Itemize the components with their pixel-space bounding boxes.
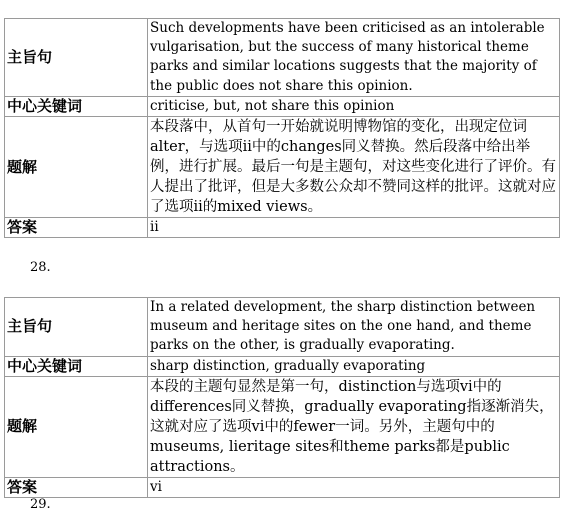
table-row: [5, 376, 560, 477]
answer-text: ii: [148, 218, 560, 238]
row-label-main-sentence: 主旨句: [5, 298, 148, 357]
answer-table-2: [4, 297, 560, 498]
keywords-text: sharp distinction, gradually evaporating: [148, 356, 560, 376]
table-row: [5, 19, 560, 97]
table-row: [5, 298, 560, 357]
main-sentence-text: In a related development, the sharp distinction between museum and heritage sites on the one hand, and theme parks on the other, is gradually evaporating.: [148, 298, 560, 357]
explanation-text: 本段的主题句显然是第一句，distinction与选项vi中的differences同义替换，gradually evaporating指逐渐消失，这就对应了选项vi中的fewer一词。另外，主题句中的museums, lieritage sites和theme parks都是public attractions。: [148, 376, 560, 477]
table-row: [5, 218, 560, 238]
answer-text: vi: [148, 477, 560, 497]
row-label-keywords: 中心关键词: [5, 356, 148, 376]
row-label-explanation: 题解: [5, 376, 148, 477]
row-label-main-sentence: 主旨句: [5, 19, 148, 97]
table-row: [5, 96, 560, 116]
row-label-answer: 答案: [5, 218, 148, 238]
question-number: 28.: [30, 260, 51, 275]
row-label-keywords: 中心关键词: [5, 96, 148, 116]
row-label-explanation: 题解: [5, 117, 148, 218]
keywords-text: criticise, but, not share this opinion: [148, 96, 560, 116]
answer-table-1: [4, 18, 560, 238]
row-label-answer: 答案: [5, 477, 148, 497]
explanation-text: 本段落中，从首句一开始就说明博物馆的变化，出现定位词alter，与选项ii中的changes同义替换。然后段落中给出举例，进行扩展。最后一句是主题句，对这些变化进行了评价。有人提出了批评，但是大多数公众却不赞同这样的批评。这就对应了选项ii的mixed views。: [148, 117, 560, 218]
table-row: [5, 117, 560, 218]
table-row: [5, 477, 560, 497]
question-number: 29.: [30, 497, 51, 512]
table-row: [5, 356, 560, 376]
main-sentence-text: Such developments have been criticised as an intolerable vulgarisation, but the success of many historical theme parks and similar locations suggests that the majority of the public does not share this opinion.: [148, 19, 560, 97]
